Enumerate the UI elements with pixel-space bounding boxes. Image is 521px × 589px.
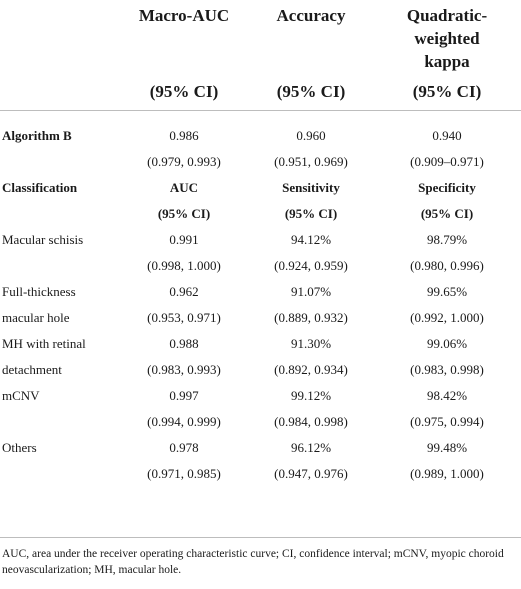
row-sensitivity: 91.30% [290,336,332,351]
table-header [0,0,521,111]
algorithm-kappa: 0.940 [432,128,462,143]
row-label-line2 [0,461,119,487]
row-label: Others [2,440,37,455]
row-specificity-ci: (0.980, 0.996) [410,258,484,273]
row-sensitivity: 96.12% [290,440,332,455]
algorithm-accuracy-ci: (0.951, 0.969) [274,154,348,169]
row-specificity-ci: (0.983, 0.998) [410,362,484,377]
table-row [0,149,521,175]
table-body [0,111,521,488]
subheader-ci-empty [0,201,119,227]
row-sensitivity-ci: (0.947, 0.976) [274,466,348,481]
algorithm-macro-auc-ci: (0.979, 0.993) [147,154,221,169]
row-label: MH with retinal [2,336,86,351]
table-row [0,305,521,331]
table-row [0,357,521,383]
algorithm-label: Algorithm B [2,128,72,143]
row-auc-ci: (0.971, 0.985) [147,466,221,481]
row-auc-ci: (0.953, 0.971) [147,310,221,325]
row-specificity: 99.48% [426,440,468,455]
row-sensitivity-ci: (0.924, 0.959) [274,258,348,273]
row-auc-ci: (0.994, 0.999) [147,414,221,429]
header-ci-row [0,80,521,111]
header-macro-auc [119,0,249,80]
row-label-line2: macular hole [2,310,70,325]
row-sensitivity: 99.12% [290,388,332,403]
subheader-sensitivity: Sensitivity [282,180,340,195]
header-kappa-line3: kappa [424,52,470,71]
table-row [0,201,521,227]
table-row [0,253,521,279]
header-ci-kappa: (95% CI) [412,82,482,101]
algorithm-kappa-ci: (0.909–0.971) [410,154,484,169]
row-auc: 0.962 [169,284,199,299]
header-empty-cell [0,0,119,80]
classification-label: Classification [2,180,78,195]
row-specificity-ci: (0.989, 1.000) [410,466,484,481]
row-auc-ci: (0.983, 0.993) [147,362,221,377]
row-label: mCNV [2,388,40,403]
header-macro-auc-text: Macro-AUC [138,6,230,25]
row-sensitivity: 91.07% [290,284,332,299]
table-row [0,461,521,487]
row-label-line2: detachment [2,362,62,377]
header-ci-accuracy: (95% CI) [276,82,346,101]
row-specificity-ci: (0.992, 1.000) [410,310,484,325]
table-row [0,435,521,461]
row-label-line2 [0,253,119,279]
subheader-specificity: Specificity [418,180,476,195]
algorithm-ci-label [0,149,119,175]
row-specificity: 99.65% [426,284,468,299]
header-ci-macro-auc: (95% CI) [149,82,219,101]
header-accuracy [249,0,373,80]
row-auc: 0.988 [169,336,199,351]
spacer-row [0,111,521,123]
row-auc: 0.997 [169,388,199,403]
row-specificity-ci: (0.975, 0.994) [410,414,484,429]
algorithm-accuracy: 0.960 [296,128,326,143]
row-label: Macular schisis [2,232,84,247]
row-specificity: 98.42% [426,388,468,403]
header-accuracy-text: Accuracy [276,6,346,25]
row-sensitivity: 94.12% [290,232,332,247]
header-name-row [0,0,521,80]
row-specificity: 99.06% [426,336,468,351]
row-auc: 0.978 [169,440,199,455]
table-row [0,175,521,201]
header-kappa-line1: Quadratic- [406,6,488,25]
header-ci-empty [0,80,119,111]
row-specificity: 98.79% [426,232,468,247]
table-row [0,123,521,149]
row-label: Full-thickness [2,284,76,299]
table-row [0,383,521,409]
subheader-specificity-ci: (95% CI) [420,206,474,221]
row-sensitivity-ci: (0.984, 0.998) [274,414,348,429]
algorithm-macro-auc: 0.986 [169,128,199,143]
header-kappa-line2: weighted [414,29,480,48]
subheader-auc: AUC [169,180,199,195]
table-footnote: AUC, area under the receiver operating characteristic curve; CI, confidence interval; mCNV, myopic choroid neovascularization; MH, macular hole. [2,548,504,576]
row-sensitivity-ci: (0.892, 0.934) [274,362,348,377]
table-bottom-divider [0,537,521,538]
table-row [0,279,521,305]
subheader-sensitivity-ci: (95% CI) [284,206,338,221]
table-row [0,331,521,357]
header-kappa [373,0,521,80]
row-auc-ci: (0.998, 1.000) [147,258,221,273]
row-label-line2 [0,409,119,435]
subheader-auc-ci: (95% CI) [157,206,211,221]
table-row [0,227,521,253]
row-auc: 0.991 [169,232,199,247]
table-row [0,409,521,435]
row-sensitivity-ci: (0.889, 0.932) [274,310,348,325]
